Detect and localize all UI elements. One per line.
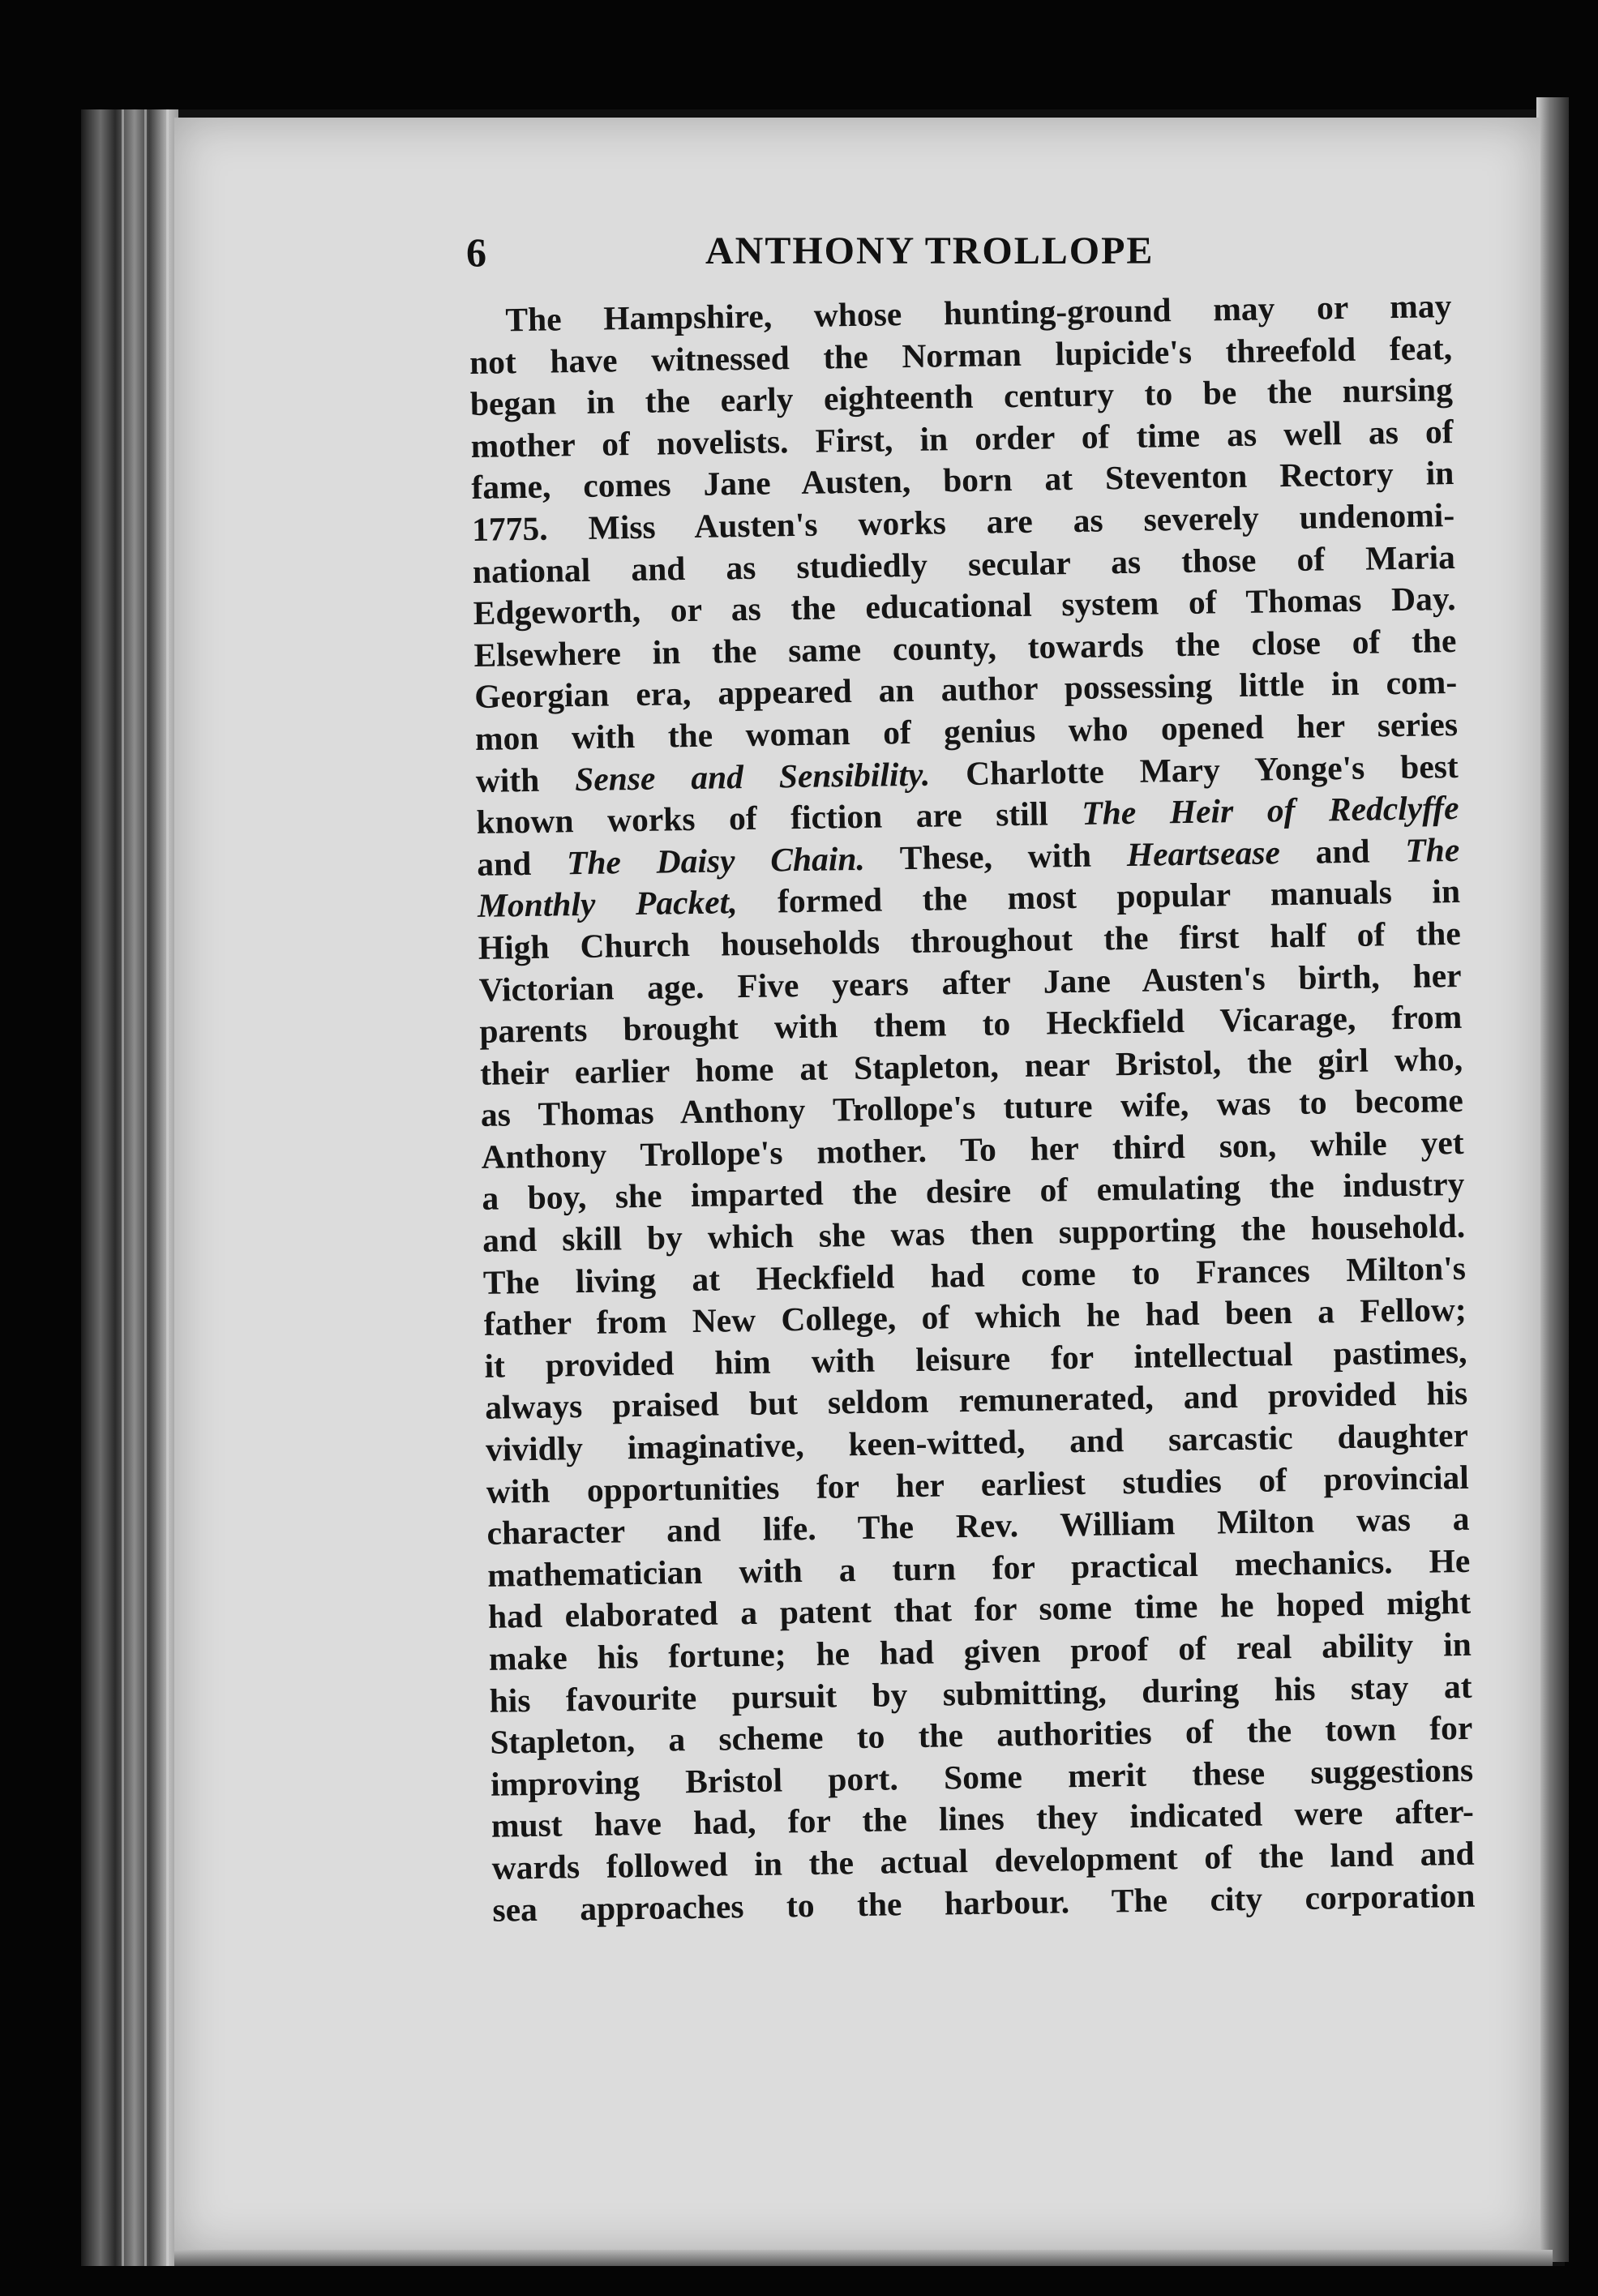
body-text [469,285,1476,1931]
line-text: father from New College, of which he had been a Fellow; [483,1291,1467,1343]
line-text: known works of fiction are still [476,794,1082,842]
line-text: mother of novelists. First, in order of time as well as of [470,412,1454,465]
running-head: ANTHONY TROLLOPE [705,229,1155,272]
line-text: fame, comes Jane Austen, born at Steventon Rectory in [471,454,1454,507]
line-text: character and life. The Rev. William Milton was a [486,1500,1470,1553]
line-text: mathematician with a turn for practical mechanics. He [486,1541,1471,1594]
line-text: always praised but seldom remunerated, and provided his [484,1374,1468,1427]
line-text: not have witnessed the Norman lupicide's threefold feat, [469,328,1453,381]
line-text: vividly imaginative, keen-witted, and sarcastic daughter [485,1416,1469,1468]
line-text: his favourite pursuit by submitting, during his stay at [489,1667,1472,1720]
line-text: parents brought with them to Heckfield Vicarage, from [479,998,1463,1050]
line-text: national and as studiedly secular as those of Maria [472,538,1456,590]
line-text: formed the most popular manuals in [737,872,1461,921]
italic-title: Sense and Sensibility. [574,755,931,798]
italic-title: Heartsease [1126,833,1281,873]
line-text: had elaborated a patent that for some time he hoped might [487,1583,1472,1636]
line-text: Stapleton, a scheme to the authorities of the town for [490,1709,1473,1761]
line-text: it provided him with leisure for intellectual pastimes, [484,1332,1467,1385]
line-text: Charlotte Mary Yonge's best [929,747,1459,793]
line-text: and skill by which she was then supporting the household. [482,1206,1466,1259]
line-text: and [1279,831,1406,871]
line-text: Victorian age. Five years after Jane Austen's birth, her [478,956,1462,1009]
line-text: High Church households throughout the first half of the [478,914,1462,966]
line-text: began in the early eighteenth century to be the nursing [469,371,1454,423]
italic-title: Monthly Packet, [477,883,738,925]
italic-title: The Heir of Redclyffe [1081,789,1459,832]
line-text: Edgeworth, or as the educational system of Thomas Day. [473,580,1456,632]
line-text: improving Bristol port. Some merit these suggestions [490,1750,1474,1803]
line-text: Elsewhere in the same county, towards the close of the [473,621,1457,674]
page-number: 6 [466,229,486,275]
line-text: must have had, for the lines they indicated were after- [491,1793,1475,1845]
line-text: sea approaches to the harbour. The city corporation [492,1876,1476,1929]
spine-line [144,109,147,2266]
line-text: a boy, she imparted the desire of emulating the industry [482,1165,1465,1218]
italic-title: The Daisy Chain. [566,839,866,881]
italic-title: The [1404,830,1460,869]
page-bottom-edge [174,2250,1553,2266]
page-header [458,229,1451,285]
line-text: make his fortune; he had given proof of real ability in [488,1625,1472,1677]
line-text: with opportunities for her earliest studies of provincial [486,1458,1470,1510]
line-text: Anthony Trollope's mother. To her third son, while yet [481,1123,1464,1176]
line-text: Georgian era, appeared an author possessing little in com- [473,663,1458,716]
spine-line [166,109,169,2266]
line-text: as Thomas Anthony Trollope's tuture wife, was to become [480,1082,1464,1134]
book-spine [81,109,178,2266]
page-right-edge [1536,97,1569,2262]
line-text: These, with [864,835,1128,877]
line-text: and [476,844,568,883]
spine-line [122,109,124,2266]
line-text: with [475,760,576,799]
line-text: The living at Heckfield had come to Frances Milton's [482,1249,1467,1301]
line-text: their earlier home at Stapleton, near Bristol, the girl who, [479,1039,1463,1092]
line-text: The Hampshire, whose hunting-ground may or may [505,287,1452,339]
line-text: 1775. Miss Austen's works are as severely undenomi- [471,495,1455,548]
line-text: mon with the woman of genius who opened her series [474,705,1459,757]
line-text: wards followed in the actual development of the land and [491,1834,1475,1887]
